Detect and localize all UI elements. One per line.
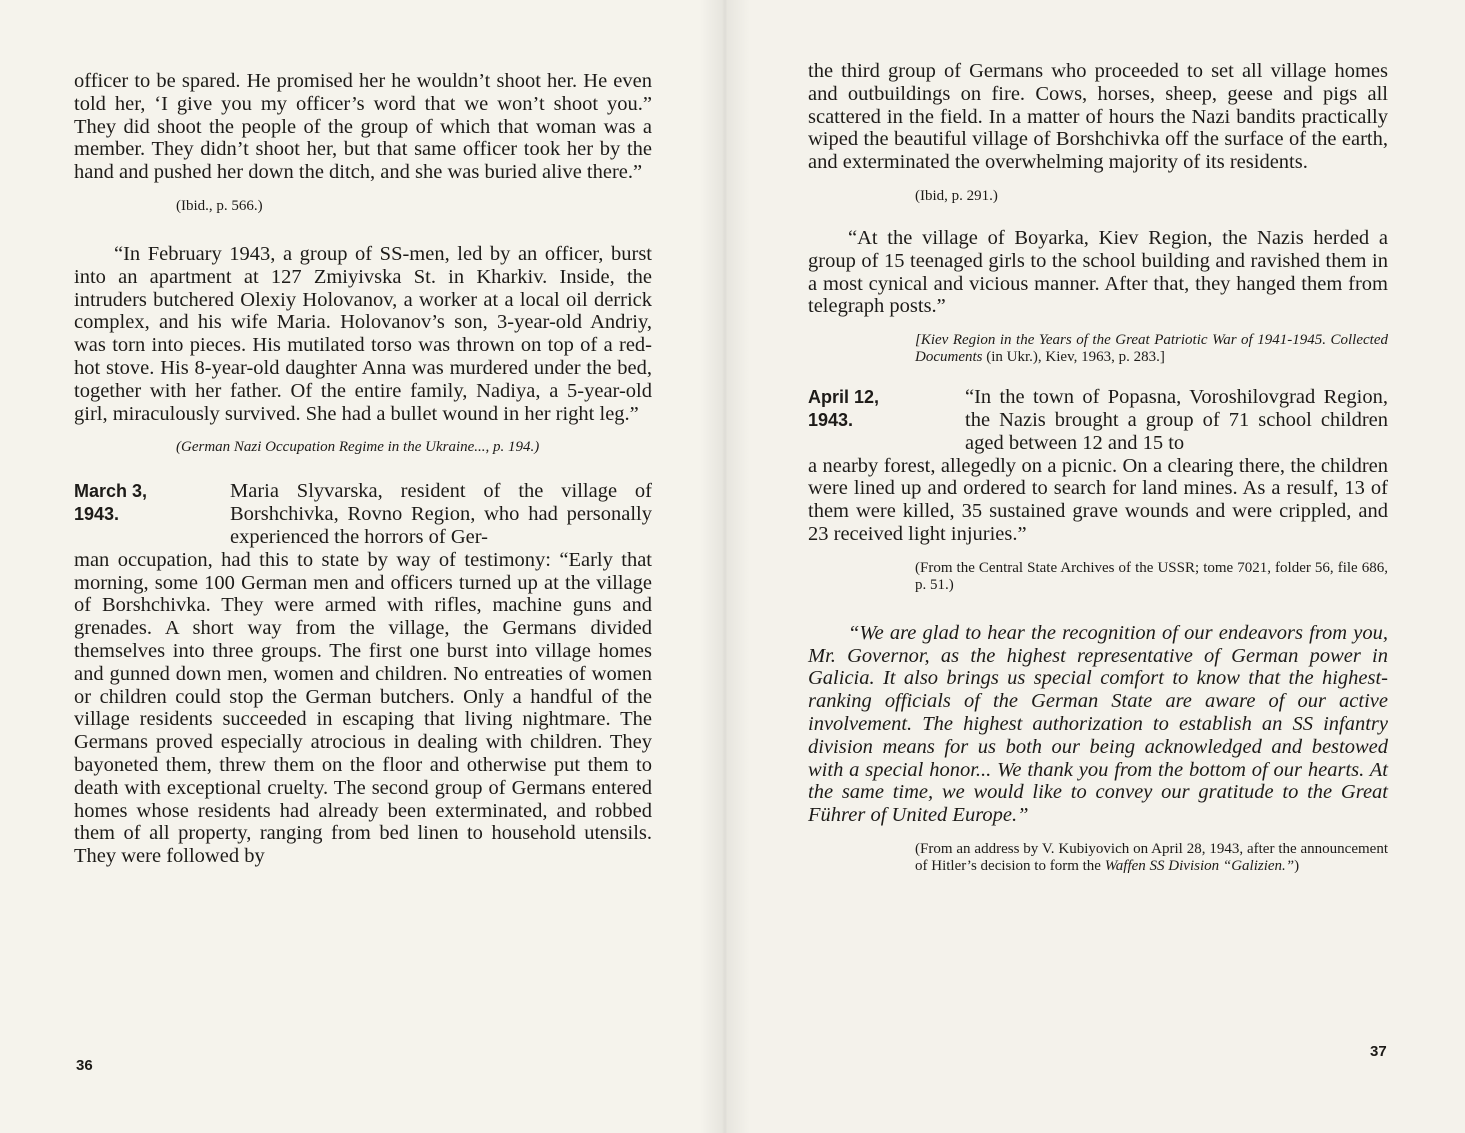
citation-italic: (German Nazi Occupation Regime in the Ukraine..., p. 194.) [176,439,540,456]
citation-text: (From an address by V. Kubiyovich on April 28, 1943, after the announcement of Hitler’s decision to form the [915,840,1388,874]
dated-entry [808,386,1388,546]
paragraph: “At the village of Boyarka, Kiev Region, the Nazis herded a group of 15 teenaged girls to the school building and ravished them in a most cynical and vicious manner. After that, they hanged them from telegraph posts.” [808,226,1388,318]
paragraph: the third group of Germans who proceeded to set all village homes and outbuildings on fire. Cows, horses, sheep, geese and pigs all scattered in the field. In a matter of hours the Nazi bandits practically wiped the beautiful village of Borshchivka off the surface of the earth, and exterminated the overwhelming majority of its residents. [808,60,1388,174]
page-number: 37 [1370,1043,1387,1060]
paragraph: officer to be spared. He promised her he wouldn’t shoot her. He even told her, ‘I give you my officer’s word that we won’t shoot you.” They did shoot the people of the group of which that woman was a member. They didn’t shoot her, but that same officer took her by the hand and pushed her down the ditch, and she was buried alive there.” [74,70,652,184]
citation [915,841,1388,875]
citation-italic: Waffen SS Division “Galizien.” [1104,857,1295,874]
citation [915,332,1388,366]
citation: (From the Central State Archives of the USSR; tome 7021, folder 56, file 686, p. 51.) [915,559,1388,593]
citation: (Ibid, p. 291.) [915,187,998,204]
entry-date-line: 1943. [74,504,120,525]
entry-date-line: April 12, [808,387,880,408]
entry-date [74,480,147,526]
citation-text: ) [1294,857,1300,874]
entry-date [808,386,879,432]
entry-text-first: “In the town of Popasna, Voroshilovgrad Region, the Nazis brought a group of 71 school children aged between 12 and 15 to [965,386,1388,454]
right-text-column [808,60,1388,875]
dated-entry [74,480,652,868]
citation-italic: [Kiev Region in the Years of the Great Patriotic War of 1941-1945. Collected Documents [915,332,1388,366]
entry-date-line: March 3, [74,481,148,502]
right-page [722,0,1465,1133]
entry-date-line: 1943. [808,409,854,430]
entry-text: a nearby forest, allegedly on a picnic. On a clearing there, the children were lined up and ordered to search for land mines. As a resulf, 13 of them were killed, 35 sustained grave wounds and were crippled, and 23 received light injuries.” [808,454,1388,545]
entry-text-first: Maria Slyvarska, resident of the village of Borshchivka, Rovno Region, who had personally experienced the horrors of Ger- [230,480,652,548]
left-page [0,0,722,1133]
citation [176,439,652,456]
left-text-column [74,70,652,868]
page-number: 36 [76,1057,93,1074]
book-gutter [700,0,750,1133]
paragraph: “In February 1943, a group of SS-men, led by an officer, burst into an apartment at 127 Zmiyivska St. in Kharkiv. Inside, the intruders butchered Olexiy Holovanov, a worker at a local oil derrick complex, and his wife Maria. Holovanov’s son, 3-year-old Andriy, was torn into pieces. His mutilated torso was thrown on top of a red-hot stove. His 8-year-old daughter Anna was murdered under the bed, together with her father. Of the entire family, Nadiya, a 5-year-old girl, miraculously survived. She had a bullet wound in her right leg.” [74,242,652,425]
entry-text: man occupation, had this to state by way of testimony: “Early that morning, some 100 German men and officers turned up at the village of Borshchivka. They were armed with rifles, machine guns and grenades. A short way from the village, the Germans divided themselves into three groups. The first one burst into village homes and gunned down men, women and children. No entreaties of women or children could stop the German butchers. Only a handful of the village residents succeeded in escaping that living nightmare. The Germans proved especially atrocious in dealing with children. They bayoneted them, threw them on the floor and otherwise put them to death with exceptional cruelty. The second group of Germans entered homes whose residents had already been exterminated, and robbed them of all property, ranging from bed linen to household utensils. They were followed by [74,548,652,868]
quotation: “We are glad to hear the recognition of our endeavors from you, Mr. Governor, as the highest representative of German power in Galicia. It also brings us special comfort to know that the highest-ranking officials of the German State are aware of our active involvement. The highest authorization to establish an SS infantry division means for us both our being acknowledged and bestowed with a special honor... We thank you from the bottom of our hearts. At the same time, we would like to convey our gratitude to the Great Führer of United Europe.” [808,621,1388,827]
citation-text: (in Ukr.), Kiev, 1963, p. 283.] [982,349,1165,366]
citation: (Ibid., p. 566.) [176,197,263,214]
